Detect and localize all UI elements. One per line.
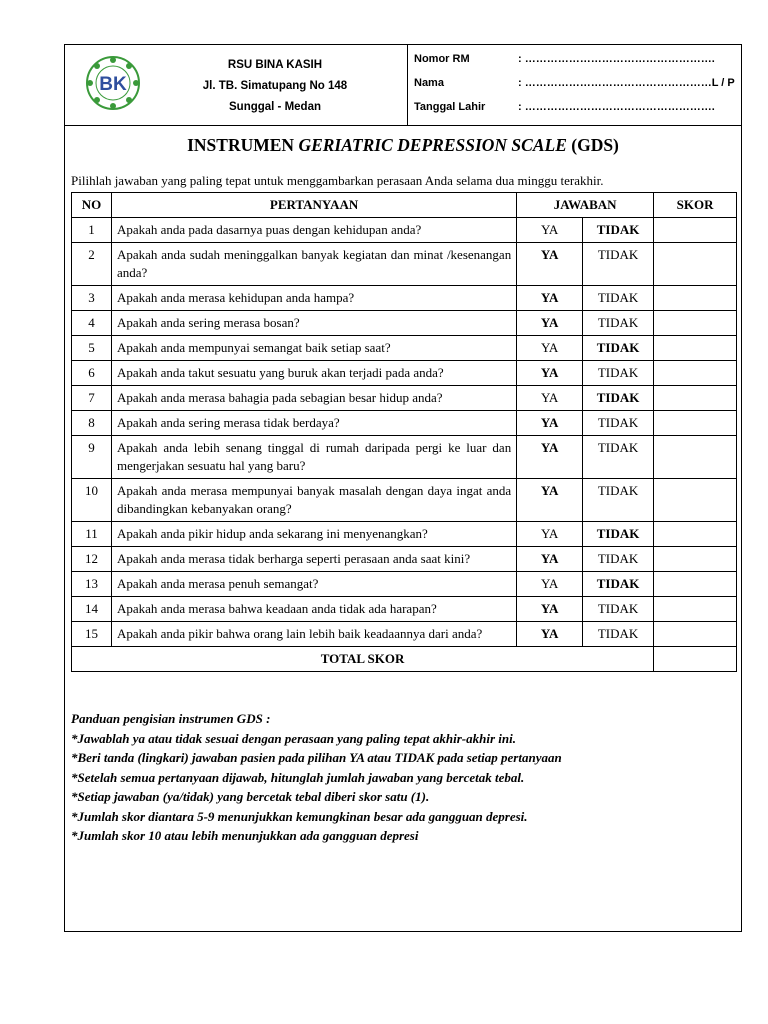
answer-ya[interactable]: YA xyxy=(517,436,583,479)
question-number: 3 xyxy=(72,286,112,311)
question-text: Apakah anda sering merasa bosan? xyxy=(111,311,516,336)
table-header-row xyxy=(72,193,737,218)
question-text: Apakah anda sering merasa tidak berdaya? xyxy=(111,411,516,436)
table-row xyxy=(72,522,737,547)
score-cell[interactable] xyxy=(654,597,737,622)
question-text: Apakah anda takut sesuatu yang buruk akan terjadi pada anda? xyxy=(111,361,516,386)
table-row xyxy=(72,361,737,386)
page-title xyxy=(65,135,741,156)
question-number: 4 xyxy=(72,311,112,336)
hospital-info xyxy=(155,55,395,118)
score-cell[interactable] xyxy=(654,547,737,572)
answer-ya[interactable]: YA xyxy=(517,286,583,311)
title-suffix: (GDS) xyxy=(566,135,619,155)
table-row xyxy=(72,572,737,597)
answer-tidak[interactable]: TIDAK xyxy=(583,411,654,436)
header-no: NO xyxy=(72,193,112,218)
answer-tidak[interactable]: TIDAK xyxy=(583,597,654,622)
instruction-item: *Jumlah skor 10 atau lebih menunjukkan ada gangguan depresi xyxy=(71,828,419,843)
table-row xyxy=(72,311,737,336)
table-row xyxy=(72,336,737,361)
title-prefix: INSTRUMEN xyxy=(187,135,299,155)
field-tanggal-lahir[interactable] xyxy=(409,97,739,121)
table-row xyxy=(72,286,737,311)
score-cell[interactable] xyxy=(654,572,737,597)
question-text: Apakah anda pikir hidup anda sekarang ini menyenangkan? xyxy=(111,522,516,547)
instruction-item: *Jawablah ya atau tidak sesuai dengan perasaan yang paling tepat akhir-akhir ini. xyxy=(71,730,516,746)
table-row xyxy=(72,547,737,572)
answer-tidak[interactable]: TIDAK xyxy=(583,286,654,311)
answer-tidak[interactable]: TIDAK xyxy=(583,479,654,522)
field-nama[interactable] xyxy=(409,73,739,97)
table-row xyxy=(72,218,737,243)
header-question: PERTANYAAN xyxy=(111,193,516,218)
score-cell[interactable] xyxy=(654,336,737,361)
score-cell[interactable] xyxy=(654,218,737,243)
title-italic: GERIATRIC DEPRESSION SCALE xyxy=(298,135,567,155)
question-number: 11 xyxy=(72,522,112,547)
answer-ya[interactable]: YA xyxy=(517,572,583,597)
instruction-item: *Jumlah skor diantara 5-9 menunjukkan kemungkinan besar ada gangguan depresi. xyxy=(71,808,528,824)
answer-tidak[interactable]: TIDAK xyxy=(583,572,654,597)
question-number: 9 xyxy=(72,436,112,479)
answer-tidak[interactable]: TIDAK xyxy=(583,336,654,361)
answer-tidak[interactable]: TIDAK xyxy=(583,386,654,411)
answer-tidak[interactable]: TIDAK xyxy=(583,218,654,243)
table-row xyxy=(72,411,737,436)
answer-tidak[interactable]: TIDAK xyxy=(583,243,654,286)
question-number: 10 xyxy=(72,479,112,522)
table-row xyxy=(72,386,737,411)
question-number: 5 xyxy=(72,336,112,361)
question-number: 6 xyxy=(72,361,112,386)
field-value[interactable]: : ……………………………………………. xyxy=(518,101,715,113)
form-frame xyxy=(64,44,742,932)
score-cell[interactable] xyxy=(654,622,737,647)
table-row xyxy=(72,479,737,522)
field-value[interactable]: : ……………………………………………. xyxy=(518,53,715,65)
score-cell[interactable] xyxy=(654,411,737,436)
total-row xyxy=(72,647,737,672)
score-cell[interactable] xyxy=(654,361,737,386)
header-answer: JAWABAN xyxy=(517,193,654,218)
question-text: Apakah anda pada dasarnya puas dengan kehidupan anda? xyxy=(111,218,516,243)
total-label: TOTAL SKOR xyxy=(72,647,654,672)
answer-ya[interactable]: YA xyxy=(517,411,583,436)
answer-tidak[interactable]: TIDAK xyxy=(583,547,654,572)
question-text: Apakah anda merasa kehidupan anda hampa? xyxy=(111,286,516,311)
instruction-item: *Setiap jawaban (ya/tidak) yang bercetak tebal diberi skor satu (1). xyxy=(71,789,430,804)
answer-ya[interactable]: YA xyxy=(517,386,583,411)
table-row xyxy=(72,622,737,647)
field-nomor-rm[interactable] xyxy=(409,49,739,73)
score-cell[interactable] xyxy=(654,286,737,311)
answer-ya[interactable]: YA xyxy=(517,243,583,286)
question-number: 1 xyxy=(72,218,112,243)
question-number: 14 xyxy=(72,597,112,622)
question-number: 13 xyxy=(72,572,112,597)
score-cell[interactable] xyxy=(654,479,737,522)
total-score-cell[interactable] xyxy=(654,647,737,672)
hospital-name: RSU BINA KASIH xyxy=(227,59,323,71)
hospital-block xyxy=(65,45,408,125)
question-text: Apakah anda merasa bahwa keadaan anda tidak ada harapan? xyxy=(111,597,516,622)
answer-ya[interactable]: YA xyxy=(517,311,583,336)
answer-ya[interactable]: YA xyxy=(517,336,583,361)
field-label: Nomor RM xyxy=(414,53,470,65)
answer-tidak[interactable]: TIDAK xyxy=(583,311,654,336)
question-number: 12 xyxy=(72,547,112,572)
score-cell[interactable] xyxy=(654,386,737,411)
answer-ya[interactable]: YA xyxy=(517,522,583,547)
answer-ya[interactable]: YA xyxy=(517,479,583,522)
hospital-city: Sunggal - Medan xyxy=(229,101,321,113)
question-text: Apakah anda sudah meninggalkan banyak kegiatan dan minat /kesenangan anda? xyxy=(111,243,516,286)
answer-ya[interactable]: YA xyxy=(517,622,583,647)
score-cell[interactable] xyxy=(654,243,737,286)
table-row xyxy=(72,597,737,622)
score-cell[interactable] xyxy=(654,436,737,479)
instruction-item: *Beri tanda (lingkari) jawaban pasien pada pilihan YA atau TIDAK pada setiap pertanyaan xyxy=(71,750,562,765)
instruction-item: *Setelah semua pertanyaan dijawab, hitunglah jumlah jawaban yang bercetak tebal. xyxy=(71,769,525,785)
patient-info xyxy=(409,49,739,121)
answer-tidak[interactable]: TIDAK xyxy=(583,522,654,547)
table-row xyxy=(72,436,737,479)
hospital-logo-icon xyxy=(85,55,141,111)
question-number: 8 xyxy=(72,411,112,436)
table-body xyxy=(72,218,737,647)
answer-ya[interactable]: YA xyxy=(517,597,583,622)
intro-text: Pilihlah jawaban yang paling tepat untuk menggambarkan perasaan Anda selama dua minggu terakhir. xyxy=(71,173,604,188)
field-value[interactable]: : ……………………………………………L / P xyxy=(518,77,735,89)
instructions-title: Panduan pengisian instrumen GDS : xyxy=(71,711,271,726)
question-text: Apakah anda mempunyai semangat baik setiap saat? xyxy=(111,336,516,361)
header-score: SKOR xyxy=(654,193,737,218)
score-cell[interactable] xyxy=(654,522,737,547)
answer-ya[interactable]: YA xyxy=(517,361,583,386)
form-header xyxy=(65,45,741,126)
question-number: 7 xyxy=(72,386,112,411)
table-row xyxy=(72,243,737,286)
field-label: Tanggal Lahir xyxy=(414,101,486,113)
question-text: Apakah anda merasa penuh semangat? xyxy=(111,572,516,597)
answer-tidak[interactable]: TIDAK xyxy=(583,436,654,479)
question-text: Apakah anda merasa tidak berharga seperti perasaan anda saat kini? xyxy=(111,547,516,572)
answer-tidak[interactable]: TIDAK xyxy=(583,361,654,386)
score-cell[interactable] xyxy=(654,311,737,336)
question-text: Apakah anda merasa bahagia pada sebagian besar hidup anda? xyxy=(111,386,516,411)
question-text: Apakah anda pikir bahwa orang lain lebih baik keadaannya dari anda? xyxy=(111,622,516,647)
question-number: 15 xyxy=(72,622,112,647)
answer-tidak[interactable]: TIDAK xyxy=(583,622,654,647)
answer-ya[interactable]: YA xyxy=(517,218,583,243)
logo-text: BK xyxy=(99,74,127,95)
field-label: Nama xyxy=(414,77,444,89)
hospital-address: Jl. TB. Simatupang No 148 xyxy=(202,80,348,92)
gds-table xyxy=(71,192,737,672)
question-number: 2 xyxy=(72,243,112,286)
question-text: Apakah anda lebih senang tinggal di rumah daripada pergi ke luar dan mengerjakan sesuatu hal yang baru? xyxy=(111,436,516,479)
answer-ya[interactable]: YA xyxy=(517,547,583,572)
question-text: Apakah anda merasa mempunyai banyak masalah dengan daya ingat anda dibandingkan kebanyakan orang? xyxy=(111,479,516,522)
instructions xyxy=(71,709,741,846)
